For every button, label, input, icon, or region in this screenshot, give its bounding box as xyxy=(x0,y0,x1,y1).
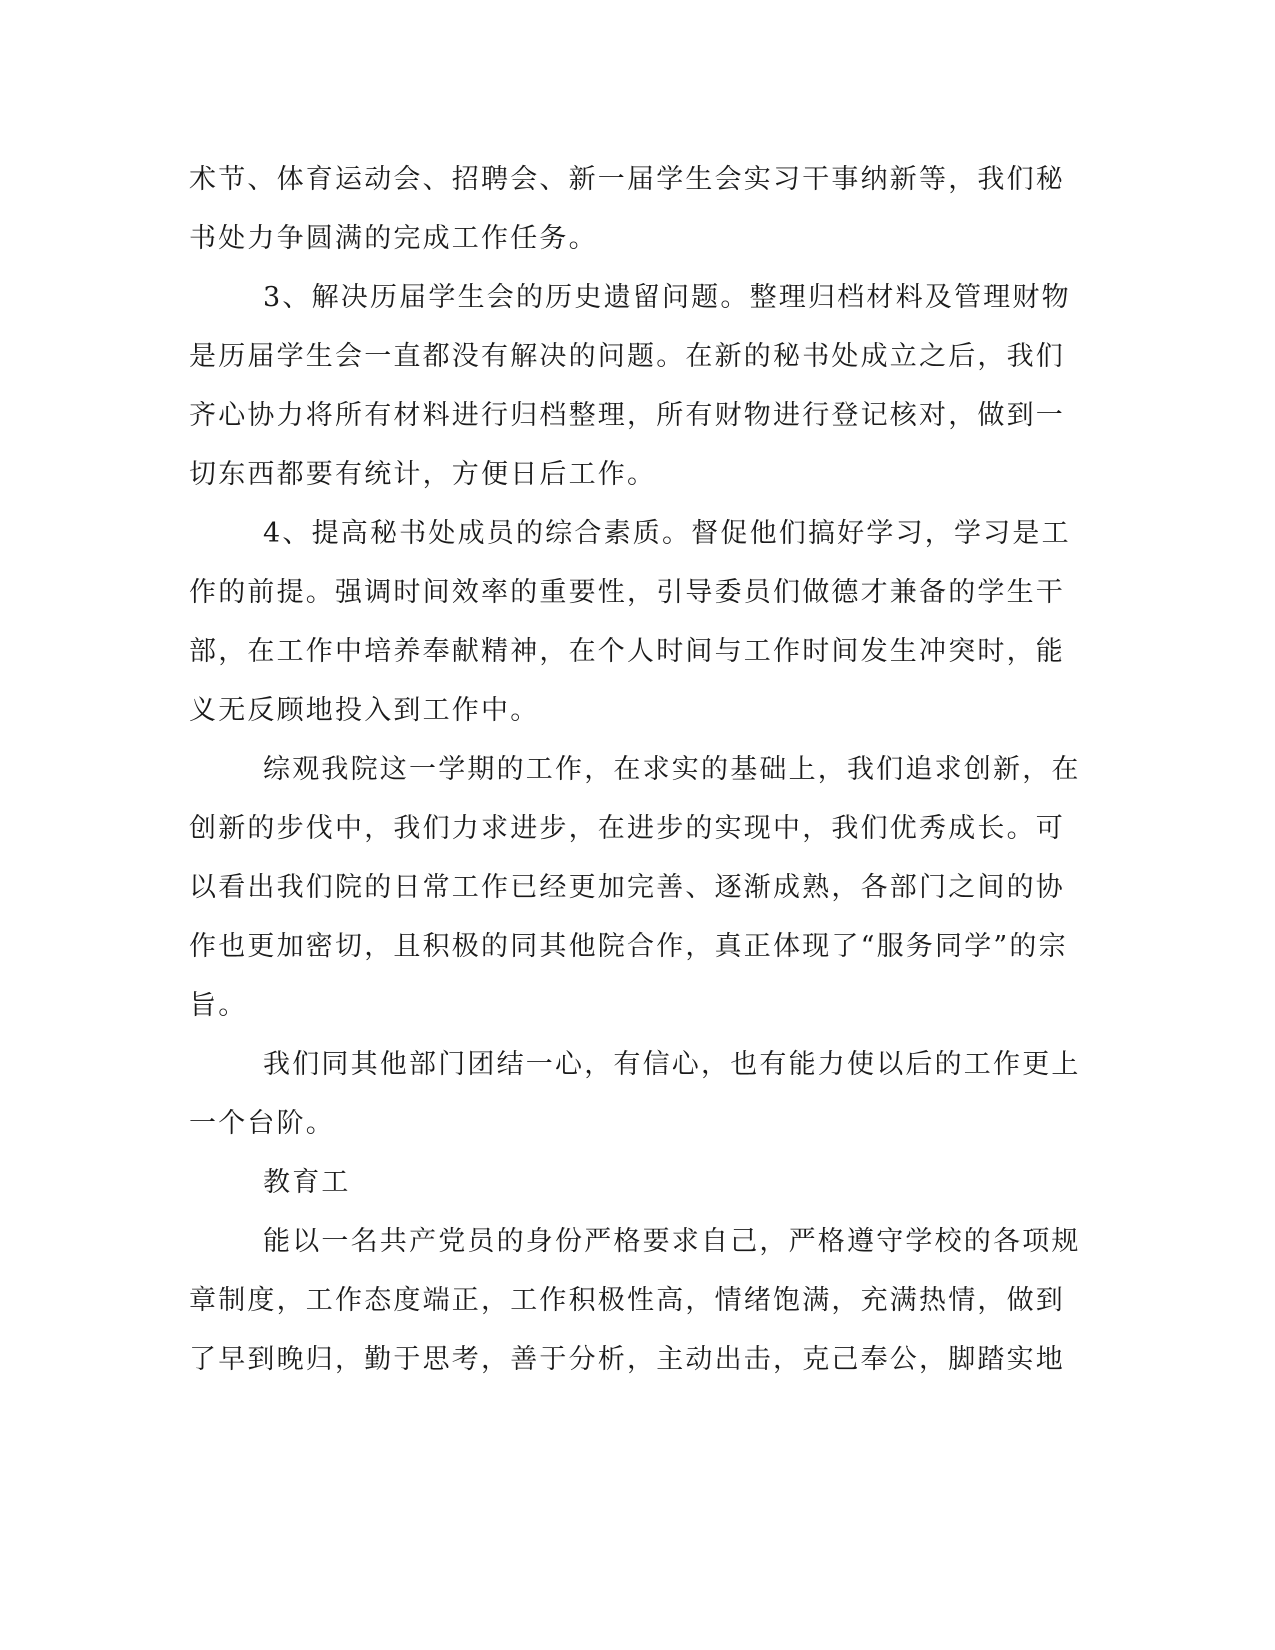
paragraph-start-line: 4、提高秘书处成员的综合素质。督促他们搞好学习，学习是工 xyxy=(263,518,1071,549)
text-line: 是历届学生会一直都没有解决的问题。在新的秘书处成立之后，我们 xyxy=(189,341,1065,372)
text-line: 书处力争圆满的完成工作任务。 xyxy=(189,223,598,254)
paragraph-start-line: 能以一名共产党员的身份严格要求自己，严格遵守学校的各项规 xyxy=(263,1226,1081,1257)
text-line: 了早到晚归，勤于思考，善于分析，主动出击，克己奉公，脚踏实地 xyxy=(189,1344,1065,1375)
text-line: 以看出我们院的日常工作已经更加完善、逐渐成熟，各部门之间的协 xyxy=(189,872,1065,903)
text-line: 作也更加密切，且积极的同其他院合作，真正体现了“服务同学”的宗 xyxy=(189,931,1068,962)
text-line: 切东西都要有统计，方便日后工作。 xyxy=(189,459,657,490)
text-line: 创新的步伐中，我们力求进步，在进步的实现中，我们优秀成长。可 xyxy=(189,813,1065,844)
section-heading: 教育工 xyxy=(263,1167,351,1198)
paragraph-start-line: 综观我院这一学期的工作，在求实的基础上，我们追求创新，在 xyxy=(263,754,1081,785)
paragraph-start-line: 3、解决历届学生会的历史遗留问题。整理归档材料及管理财物 xyxy=(263,282,1071,313)
text-line: 部，在工作中培养奉献精神，在个人时间与工作时间发生冲突时，能 xyxy=(189,636,1065,667)
text-line: 作的前提。强调时间效率的重要性，引导委员们做德才兼备的学生干 xyxy=(189,577,1065,608)
paragraph-start-line: 我们同其他部门团结一心，有信心，也有能力使以后的工作更上 xyxy=(263,1049,1081,1080)
text-line: 义无反顾地投入到工作中。 xyxy=(189,695,540,726)
text-line: 章制度，工作态度端正，工作积极性高，情绪饱满，充满热情，做到 xyxy=(189,1285,1065,1316)
text-line: 一个台阶。 xyxy=(189,1108,335,1139)
text-line: 术节、体育运动会、招聘会、新一届学生会实习干事纳新等，我们秘 xyxy=(189,164,1065,195)
text-line: 齐心协力将所有材料进行归档整理，所有财物进行登记核对，做到一 xyxy=(189,400,1065,431)
text-line: 旨。 xyxy=(189,990,248,1021)
